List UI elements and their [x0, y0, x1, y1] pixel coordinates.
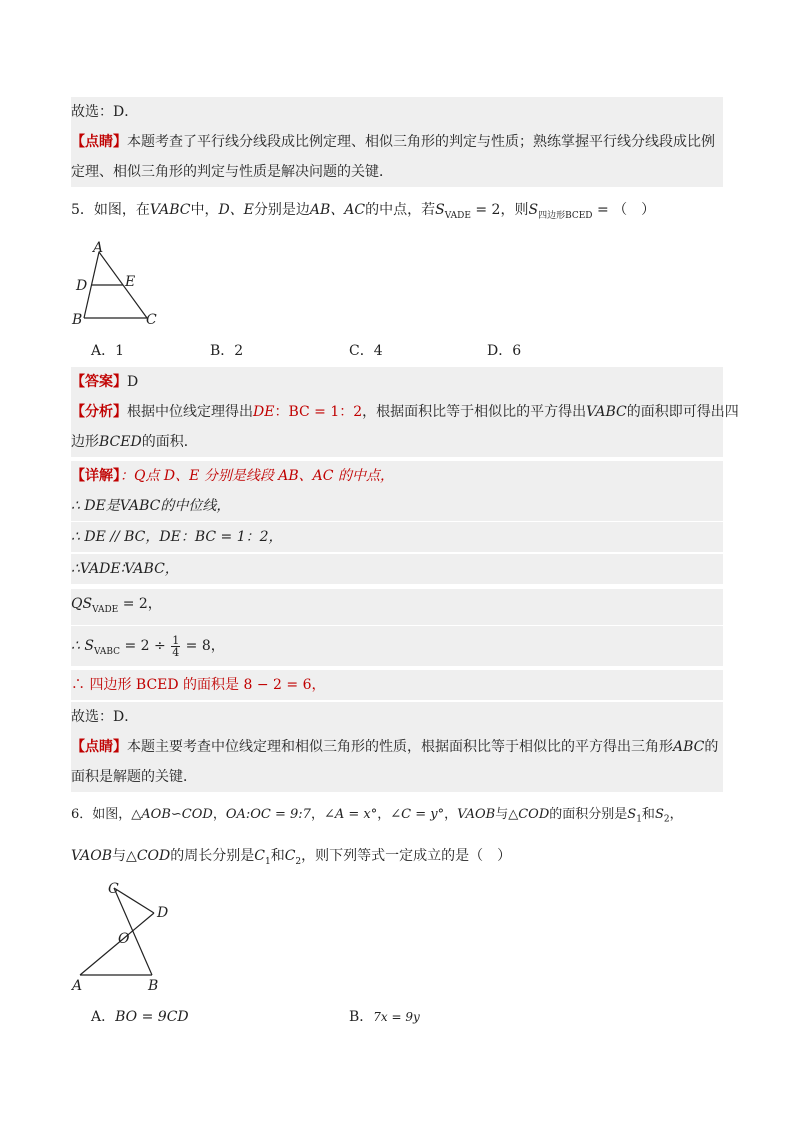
q5-step-2: ∴ DE // BC，DE：BC = 1：2， [71, 522, 723, 552]
label-b: B [72, 312, 83, 328]
q5-step-6: ∴ 四边形 BCED 的面积是 8 − 2 = 6， [71, 670, 723, 700]
q5-comment-line-1: 【点睛】本题主要考查中位线定理和相似三角形的性质，根据面积比等于相似比的平方得出三角形ABC的 [71, 732, 723, 762]
label-a: A [72, 978, 83, 994]
prev-comment-line-1: 【点睛】本题考查了平行线分线段成比例定理、相似三角形的判定与性质；熟练掌握平行线分线段成比例 [71, 127, 723, 157]
label-d: D [157, 905, 169, 921]
q5-choice-line: 故选：D． [71, 702, 723, 732]
q5-option-a[interactable]: A．1 [91, 343, 125, 359]
q6-stem-line-1: 6．如图，△AOB∽COD，OA:OC = 9:7，∠A = x°，∠C = y°，VAOB与△COD的面积分别是$S_1$和$S_2$， [71, 807, 683, 825]
q6-bowtie-figure [66, 878, 186, 996]
q6-stem-line-2: VAOB与△COD的周长分别是$C_1$和$C_2$，则下列等式一定成立的是（ ） [71, 848, 512, 867]
q5-triangle-figure [66, 238, 176, 330]
q5-comment-line-2: 面积是解题的关键． [71, 762, 723, 792]
q5-analysis-line-1: 【分析】根据中位线定理得出DE：BC = 1：2，根据面积比等于相似比的平方得出VABC的面积即可得出四 [71, 397, 723, 427]
comment-tag: 【点睛】 [71, 134, 127, 150]
q5-step-4: $QS_{VADE} = 2$， [71, 589, 723, 625]
q5-step-3: ∴VADE∶VABC， [71, 554, 723, 584]
label-c: C [108, 881, 119, 897]
q5-option-b[interactable]: B．2 [210, 343, 244, 359]
label-e: E [125, 274, 136, 290]
segment-da [80, 913, 154, 975]
label-o: O [118, 931, 130, 947]
label-a: A [93, 240, 104, 256]
label-d: D [76, 278, 88, 294]
fraction-one-quarter: $\frac{1}{4}$ [172, 633, 180, 659]
q5-step-5: ∴ $S_{VABC} = 2$ ÷ $\frac{1}{4}$ = 8， [71, 626, 723, 666]
prev-answer-line: 故选：D． [71, 97, 723, 127]
prev-comment-line-2: 定理、相似三角形的判定与性质是解决问题的关键． [71, 157, 723, 187]
q5-option-c[interactable]: C．4 [349, 343, 383, 359]
label-b: B [148, 978, 159, 994]
q5-answer-line: 【答案】D [71, 367, 723, 397]
label-c: C [146, 312, 157, 328]
q6-option-a[interactable]: A．BO = 9CD [91, 1009, 189, 1025]
q6-option-b[interactable]: B．7x = 9y [349, 1009, 420, 1025]
q5-detail-line: 【详解】：Q点 D、E 分别是线段 AB、AC 的中点， [71, 461, 723, 491]
q5-option-d[interactable]: D．6 [487, 343, 522, 359]
q5-analysis-line-2: 边形BCED的面积． [71, 427, 723, 457]
q5-stem: 5．如图，在VABC中，D、E分别是边AB、AC的中点，若$S_{VADE} = 2$，则$S_{四边形BCED}$ = （ ） [71, 202, 656, 221]
q5-step-1: ∴ DE是VABC的中位线， [71, 491, 723, 521]
